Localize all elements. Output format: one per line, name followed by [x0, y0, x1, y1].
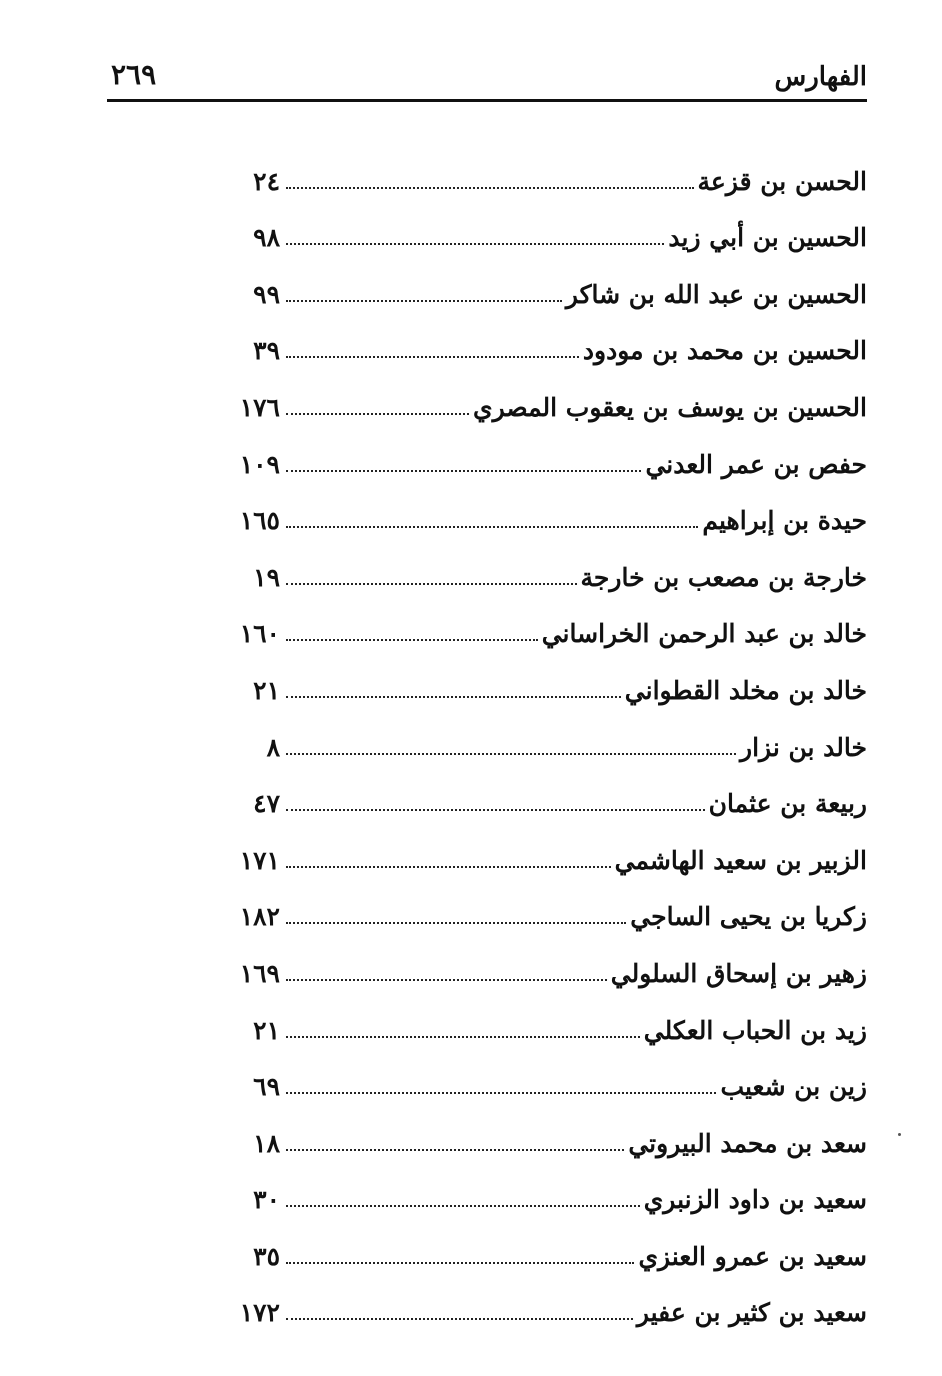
index-entry — [224, 366, 867, 423]
index-entry — [224, 253, 867, 310]
index-entry — [224, 706, 867, 763]
index-entry — [224, 536, 867, 593]
entry-name: زهير بن إسحاق السلولي — [610, 958, 867, 988]
entry-page-number: ٩٨ — [253, 223, 280, 253]
dot-leader — [286, 639, 538, 641]
dot-leader — [286, 1149, 624, 1151]
dot-leader — [286, 1092, 716, 1094]
header-title: الفهارس — [774, 62, 867, 92]
entry-name: سعيد بن داود الزنبري — [643, 1185, 867, 1215]
dot-leader — [286, 526, 698, 528]
dot-leader — [286, 470, 641, 472]
entry-name: خالد بن نزار — [740, 732, 867, 762]
dot-leader — [286, 866, 611, 868]
entry-page-number: ١٦٥ — [239, 506, 280, 536]
entry-name: الحسين بن محمد بن مودود — [582, 336, 867, 366]
dot-leader — [286, 1318, 633, 1320]
entry-page-number: ٩٩ — [253, 279, 280, 309]
entry-name: الحسين بن يوسف بن يعقوب المصري — [473, 392, 867, 422]
index-entry — [224, 1102, 867, 1159]
index-entry — [224, 876, 867, 933]
header-rule — [107, 99, 867, 102]
entry-page-number: ٢١ — [253, 1015, 280, 1045]
entry-page-number: ٤٧ — [253, 789, 280, 819]
entry-page-number: ٢٤ — [253, 166, 280, 196]
entry-name: سعيد بن عمرو العنزي — [638, 1241, 867, 1271]
entry-name: زيد بن الحباب العكلي — [643, 1015, 867, 1045]
dot-leader — [286, 1036, 640, 1038]
entry-page-number: ٢١ — [253, 675, 280, 705]
index-entry — [224, 649, 867, 706]
dot-leader — [286, 922, 626, 924]
entry-page-number: ١٩ — [253, 562, 280, 592]
index-entry — [224, 763, 867, 820]
scan-speck — [898, 1133, 901, 1136]
entry-page-number: ١٦٩ — [239, 958, 280, 988]
entry-page-number: ٦٩ — [253, 1072, 280, 1102]
dot-leader — [286, 187, 694, 189]
index-entry — [224, 140, 867, 197]
entry-name: سعيد بن كثير بن عفير — [636, 1298, 867, 1328]
entry-name: خالد بن مخلد القطواني — [624, 675, 867, 705]
entry-name: الحسن بن قزعة — [697, 166, 867, 196]
dot-leader — [286, 243, 664, 245]
entry-name: الزبير بن سعيد الهاشمي — [614, 845, 867, 875]
entry-page-number: ١٧٢ — [239, 1298, 280, 1328]
dot-leader — [286, 300, 562, 302]
index-entry — [224, 1046, 867, 1103]
entry-page-number: ٣٩ — [253, 336, 280, 366]
running-header — [107, 58, 867, 98]
entry-page-number: ١٨٢ — [239, 902, 280, 932]
entry-name: زكريا بن يحيى الساجي — [630, 902, 867, 932]
entry-name: خارجة بن مصعب بن خارجة — [580, 562, 867, 592]
entry-page-number: ٣٠ — [253, 1185, 280, 1215]
index-entry — [224, 932, 867, 989]
index-entry — [224, 819, 867, 876]
entry-page-number: ١٠٩ — [239, 449, 280, 479]
dot-leader — [286, 1205, 640, 1207]
entry-name: خالد بن عبد الرحمن الخراساني — [541, 619, 867, 649]
index-entry — [224, 310, 867, 367]
entry-name: ربيعة بن عثمان — [708, 789, 867, 819]
entry-name: الحسين بن أبي زيد — [668, 223, 867, 253]
dot-leader — [286, 583, 577, 585]
header-page-number: ٢٦٩ — [111, 58, 157, 91]
dot-leader — [286, 1262, 634, 1264]
entry-name: سعد بن محمد البيروتي — [628, 1128, 867, 1158]
dot-leader — [286, 356, 579, 358]
index-entry — [224, 197, 867, 254]
index-entry — [224, 1159, 867, 1216]
entry-name: حيدة بن إبراهيم — [702, 506, 867, 536]
dot-leader — [286, 979, 607, 981]
entry-name: زين بن شعيب — [720, 1072, 867, 1102]
index-entry — [224, 480, 867, 537]
entry-page-number: ١٦٠ — [239, 619, 280, 649]
entry-name: الحسين بن عبد الله بن شاكر — [565, 279, 867, 309]
entry-page-number: ١٧١ — [239, 845, 280, 875]
index-entry — [224, 423, 867, 480]
index-list — [224, 140, 867, 1328]
entry-name: حفص بن عمر العدني — [645, 449, 867, 479]
dot-leader — [286, 753, 736, 755]
entry-page-number: ١٧٦ — [239, 392, 280, 422]
dot-leader — [286, 413, 469, 415]
dot-leader — [286, 696, 621, 698]
dot-leader — [286, 809, 705, 811]
index-entry — [224, 593, 867, 650]
index-entry — [224, 989, 867, 1046]
entry-page-number: ٣٥ — [253, 1241, 280, 1271]
entry-page-number: ١٨ — [253, 1128, 280, 1158]
entry-page-number: ٨ — [266, 732, 280, 762]
index-entry — [224, 1215, 867, 1272]
index-entry — [224, 1272, 867, 1329]
